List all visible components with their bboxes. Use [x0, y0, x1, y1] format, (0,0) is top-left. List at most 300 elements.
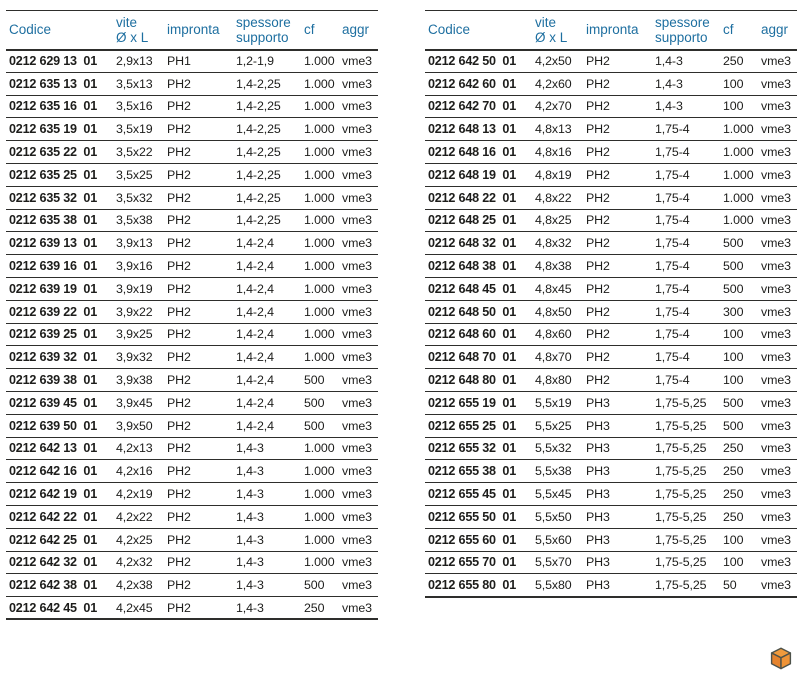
cell-aggr: vme3 [342, 483, 378, 506]
table-row [6, 255, 378, 278]
table-row [6, 141, 378, 164]
cell-cf: 500 [723, 255, 761, 278]
cell-impronta: PH2 [586, 232, 655, 255]
cell-codice: 0212 655 50 01 [425, 505, 535, 528]
cell-aggr: vme3 [761, 528, 797, 551]
cell-spessore: 1,4-3 [236, 505, 304, 528]
catalog-table [6, 10, 378, 620]
cell-cf: 1.000 [304, 50, 342, 73]
cell-cf: 500 [304, 414, 342, 437]
cell-vite: 4,2x22 [116, 505, 167, 528]
col-header-line: cf [304, 22, 315, 38]
cell-cf: 100 [723, 346, 761, 369]
table-row [425, 391, 797, 414]
table-row [6, 95, 378, 118]
cell-aggr: vme3 [761, 72, 797, 95]
table-row [425, 163, 797, 186]
cell-impronta: PH2 [586, 369, 655, 392]
cell-impronta: PH3 [586, 505, 655, 528]
cell-codice: 0212 655 32 01 [425, 437, 535, 460]
cell-vite: 5,5x50 [535, 505, 586, 528]
cell-codice: 0212 639 32 01 [6, 346, 116, 369]
table-row [6, 574, 378, 597]
cell-cf: 1.000 [304, 551, 342, 574]
cell-spessore: 1,4-2,4 [236, 414, 304, 437]
cell-spessore: 1,4-2,4 [236, 300, 304, 323]
cell-spessore: 1,4-3 [655, 50, 723, 73]
cell-impronta: PH2 [167, 483, 236, 506]
cell-vite: 5,5x45 [535, 483, 586, 506]
cell-spessore: 1,75-5,25 [655, 483, 723, 506]
cell-impronta: PH1 [167, 50, 236, 73]
cell-spessore: 1,4-2,25 [236, 72, 304, 95]
cell-aggr: vme3 [342, 323, 378, 346]
cell-codice: 0212 635 32 01 [6, 186, 116, 209]
cell-impronta: PH2 [586, 277, 655, 300]
cell-codice: 0212 642 25 01 [6, 528, 116, 551]
cell-spessore: 1,75-4 [655, 300, 723, 323]
cell-cf: 250 [723, 437, 761, 460]
table-row [425, 323, 797, 346]
cell-codice: 0212 655 45 01 [425, 483, 535, 506]
col-header-line: spessore [236, 14, 291, 30]
cell-aggr: vme3 [342, 597, 378, 620]
col-header-line: Ø x L [535, 29, 568, 45]
table-row [6, 323, 378, 346]
cell-codice: 0212 642 16 01 [6, 460, 116, 483]
cell-spessore: 1,4-3 [236, 483, 304, 506]
cell-vite: 5,5x80 [535, 574, 586, 597]
cell-spessore: 1,75-5,25 [655, 437, 723, 460]
cell-aggr: vme3 [342, 460, 378, 483]
cell-aggr: vme3 [761, 255, 797, 278]
cell-vite: 4,2x19 [116, 483, 167, 506]
table-row [6, 391, 378, 414]
table-row [425, 551, 797, 574]
cell-spessore: 1,4-3 [236, 574, 304, 597]
cell-codice: 0212 648 19 01 [425, 163, 535, 186]
cell-aggr: vme3 [342, 72, 378, 95]
cell-vite: 5,5x19 [535, 391, 586, 414]
cell-spessore: 1,4-2,25 [236, 163, 304, 186]
cell-vite: 5,5x38 [535, 460, 586, 483]
table-row [6, 346, 378, 369]
cell-spessore: 1,4-3 [236, 551, 304, 574]
col-header-line: spessore [655, 14, 710, 30]
cell-impronta: PH3 [586, 414, 655, 437]
cell-spessore: 1,4-2,4 [236, 346, 304, 369]
cell-aggr: vme3 [761, 551, 797, 574]
cell-vite: 3,5x32 [116, 186, 167, 209]
table-row [425, 118, 797, 141]
cell-impronta: PH2 [167, 163, 236, 186]
cell-spessore: 1,75-4 [655, 255, 723, 278]
cell-spessore: 1,75-5,25 [655, 460, 723, 483]
cell-impronta: PH3 [586, 437, 655, 460]
col-header-line: Ø x L [116, 29, 149, 45]
cell-vite: 4,2x25 [116, 528, 167, 551]
cell-codice: 0212 648 38 01 [425, 255, 535, 278]
cell-codice: 0212 642 19 01 [6, 483, 116, 506]
cell-vite: 3,9x25 [116, 323, 167, 346]
cell-codice: 0212 655 80 01 [425, 574, 535, 597]
table-row [6, 505, 378, 528]
table-row [6, 369, 378, 392]
col-header-line: Codice [9, 22, 52, 38]
cell-impronta: PH2 [167, 391, 236, 414]
cell-impronta: PH3 [586, 391, 655, 414]
cell-codice: 0212 648 60 01 [425, 323, 535, 346]
cell-cf: 100 [723, 551, 761, 574]
cell-cf: 250 [723, 505, 761, 528]
package-cube-icon [770, 647, 792, 670]
cell-cf: 1.000 [304, 163, 342, 186]
cell-vite: 4,8x25 [535, 209, 586, 232]
header-row [6, 11, 378, 50]
cell-cf: 1.000 [723, 118, 761, 141]
cell-aggr: vme3 [761, 323, 797, 346]
cell-vite: 3,5x22 [116, 141, 167, 164]
cell-spessore: 1,75-4 [655, 346, 723, 369]
cell-impronta: PH2 [586, 300, 655, 323]
cell-cf: 250 [304, 597, 342, 620]
cell-codice: 0212 642 38 01 [6, 574, 116, 597]
cell-impronta: PH2 [167, 95, 236, 118]
cell-cf: 1.000 [304, 232, 342, 255]
table-row [6, 414, 378, 437]
table-row [425, 505, 797, 528]
cell-cf: 1.000 [304, 72, 342, 95]
col-header-line: vite [116, 14, 138, 30]
cell-vite: 4,8x45 [535, 277, 586, 300]
cell-cf: 1.000 [304, 141, 342, 164]
cell-vite: 4,8x70 [535, 346, 586, 369]
cell-codice: 0212 635 22 01 [6, 141, 116, 164]
table-row [425, 574, 797, 597]
cell-spessore: 1,75-5,25 [655, 391, 723, 414]
cell-aggr: vme3 [761, 141, 797, 164]
cell-impronta: PH2 [167, 505, 236, 528]
cell-cf: 1.000 [304, 346, 342, 369]
table-row [425, 346, 797, 369]
cell-vite: 4,8x19 [535, 163, 586, 186]
col-header-line: supporto [236, 29, 289, 45]
table-row [6, 277, 378, 300]
header-row [425, 11, 797, 50]
col-header-spessore [655, 11, 723, 50]
cell-spessore: 1,75-4 [655, 323, 723, 346]
cell-vite: 4,8x32 [535, 232, 586, 255]
cell-aggr: vme3 [342, 300, 378, 323]
table-row [6, 118, 378, 141]
cell-impronta: PH2 [586, 209, 655, 232]
col-header-line: supporto [655, 29, 708, 45]
cell-cf: 500 [723, 232, 761, 255]
cell-cf: 1.000 [723, 186, 761, 209]
cell-vite: 4,2x38 [116, 574, 167, 597]
cell-aggr: vme3 [761, 232, 797, 255]
cell-codice: 0212 635 19 01 [6, 118, 116, 141]
table-row [425, 483, 797, 506]
cell-vite: 4,2x60 [535, 72, 586, 95]
col-header-codice [6, 11, 116, 50]
table-row [425, 186, 797, 209]
table-row [425, 369, 797, 392]
cell-impronta: PH2 [167, 460, 236, 483]
cell-vite: 4,8x50 [535, 300, 586, 323]
cell-vite: 4,2x45 [116, 597, 167, 620]
cell-codice: 0212 642 45 01 [6, 597, 116, 620]
cell-cf: 1.000 [304, 437, 342, 460]
cell-spessore: 1,4-2,25 [236, 118, 304, 141]
cell-codice: 0212 648 32 01 [425, 232, 535, 255]
cell-codice: 0212 642 60 01 [425, 72, 535, 95]
col-header-line: vite [535, 14, 557, 30]
cell-spessore: 1,75-4 [655, 186, 723, 209]
cell-vite: 4,8x13 [535, 118, 586, 141]
cell-aggr: vme3 [761, 505, 797, 528]
table-row [425, 141, 797, 164]
table-row [6, 232, 378, 255]
table-row [6, 437, 378, 460]
col-header-line: aggr [342, 22, 370, 38]
cell-aggr: vme3 [342, 50, 378, 73]
col-header-line: Codice [428, 22, 471, 38]
cell-aggr: vme3 [761, 483, 797, 506]
cell-codice: 0212 655 25 01 [425, 414, 535, 437]
table-row [6, 300, 378, 323]
cell-aggr: vme3 [342, 186, 378, 209]
cell-codice: 0212 629 13 01 [6, 50, 116, 73]
cell-codice: 0212 655 19 01 [425, 391, 535, 414]
cell-vite: 5,5x70 [535, 551, 586, 574]
cell-impronta: PH2 [167, 72, 236, 95]
cell-aggr: vme3 [342, 277, 378, 300]
cell-impronta: PH2 [586, 346, 655, 369]
cell-codice: 0212 639 19 01 [6, 277, 116, 300]
cell-vite: 4,8x38 [535, 255, 586, 278]
cell-spessore: 1,75-4 [655, 277, 723, 300]
cell-impronta: PH2 [586, 323, 655, 346]
cell-aggr: vme3 [342, 118, 378, 141]
cell-cf: 1.000 [304, 505, 342, 528]
cell-spessore: 1,4-2,25 [236, 95, 304, 118]
cell-vite: 2,9x13 [116, 50, 167, 73]
cell-cf: 1.000 [723, 209, 761, 232]
cell-codice: 0212 642 50 01 [425, 50, 535, 73]
cell-aggr: vme3 [342, 551, 378, 574]
cell-impronta: PH3 [586, 528, 655, 551]
cell-vite: 4,8x16 [535, 141, 586, 164]
cell-impronta: PH2 [167, 186, 236, 209]
cell-vite: 3,5x19 [116, 118, 167, 141]
cell-vite: 5,5x32 [535, 437, 586, 460]
col-header-spessore [236, 11, 304, 50]
cell-cf: 1.000 [304, 209, 342, 232]
cell-codice: 0212 648 50 01 [425, 300, 535, 323]
cell-cf: 100 [723, 323, 761, 346]
cell-vite: 3,5x13 [116, 72, 167, 95]
cell-vite: 4,2x16 [116, 460, 167, 483]
cell-aggr: vme3 [761, 186, 797, 209]
cell-cf: 300 [723, 300, 761, 323]
cell-codice: 0212 642 70 01 [425, 95, 535, 118]
cell-codice: 0212 655 38 01 [425, 460, 535, 483]
cell-impronta: PH2 [586, 141, 655, 164]
cell-impronta: PH2 [167, 209, 236, 232]
cell-cf: 250 [723, 460, 761, 483]
cell-aggr: vme3 [342, 163, 378, 186]
col-header-vite [535, 11, 586, 50]
cell-cf: 50 [723, 574, 761, 597]
cell-codice: 0212 642 13 01 [6, 437, 116, 460]
cell-spessore: 1,4-3 [236, 437, 304, 460]
cell-vite: 4,8x60 [535, 323, 586, 346]
cell-impronta: PH2 [586, 50, 655, 73]
cell-spessore: 1,75-4 [655, 163, 723, 186]
cell-cf: 1.000 [304, 528, 342, 551]
table-row [425, 255, 797, 278]
table-row [6, 528, 378, 551]
cell-cf: 1.000 [304, 118, 342, 141]
cell-codice: 0212 635 13 01 [6, 72, 116, 95]
cell-vite: 3,9x38 [116, 369, 167, 392]
cell-aggr: vme3 [342, 209, 378, 232]
cell-cf: 250 [723, 50, 761, 73]
cell-codice: 0212 648 70 01 [425, 346, 535, 369]
cell-cf: 500 [723, 414, 761, 437]
col-header-vite [116, 11, 167, 50]
cell-aggr: vme3 [342, 505, 378, 528]
cell-aggr: vme3 [342, 437, 378, 460]
cell-aggr: vme3 [761, 391, 797, 414]
cell-impronta: PH2 [586, 118, 655, 141]
cell-spessore: 1,75-4 [655, 141, 723, 164]
cell-vite: 3,9x50 [116, 414, 167, 437]
cell-aggr: vme3 [761, 300, 797, 323]
cell-impronta: PH2 [167, 255, 236, 278]
cell-cf: 1.000 [723, 163, 761, 186]
table-row [425, 300, 797, 323]
cell-vite: 4,2x50 [535, 50, 586, 73]
cell-vite: 5,5x25 [535, 414, 586, 437]
cell-codice: 0212 648 22 01 [425, 186, 535, 209]
col-header-line: aggr [761, 22, 789, 38]
table-row [425, 437, 797, 460]
cell-vite: 3,5x16 [116, 95, 167, 118]
cell-codice: 0212 655 60 01 [425, 528, 535, 551]
cell-spessore: 1,4-2,4 [236, 255, 304, 278]
cell-cf: 1.000 [304, 95, 342, 118]
cell-aggr: vme3 [761, 369, 797, 392]
table-row [425, 414, 797, 437]
cell-cf: 1.000 [304, 483, 342, 506]
cell-aggr: vme3 [342, 414, 378, 437]
cell-impronta: PH2 [167, 369, 236, 392]
cell-codice: 0212 642 22 01 [6, 505, 116, 528]
col-header-cf [723, 11, 761, 50]
cell-spessore: 1,75-5,25 [655, 551, 723, 574]
cell-spessore: 1,75-5,25 [655, 414, 723, 437]
cell-impronta: PH3 [586, 551, 655, 574]
cell-cf: 1.000 [723, 141, 761, 164]
cell-impronta: PH2 [167, 437, 236, 460]
cell-aggr: vme3 [761, 277, 797, 300]
cell-impronta: PH2 [586, 255, 655, 278]
cell-spessore: 1,75-5,25 [655, 505, 723, 528]
cell-spessore: 1,4-3 [655, 72, 723, 95]
cell-cf: 100 [723, 72, 761, 95]
cell-vite: 3,9x45 [116, 391, 167, 414]
table-row [6, 50, 378, 73]
cell-cf: 1.000 [304, 323, 342, 346]
cell-vite: 4,2x70 [535, 95, 586, 118]
cell-spessore: 1,75-5,25 [655, 528, 723, 551]
cell-aggr: vme3 [342, 391, 378, 414]
col-header-impronta [586, 11, 655, 50]
table-row [425, 209, 797, 232]
table-row [6, 597, 378, 620]
cell-impronta: PH2 [167, 118, 236, 141]
cell-spessore: 1,2-1,9 [236, 50, 304, 73]
cell-vite: 3,9x32 [116, 346, 167, 369]
cell-aggr: vme3 [342, 346, 378, 369]
cell-codice: 0212 648 80 01 [425, 369, 535, 392]
table-row [425, 72, 797, 95]
table-row [6, 163, 378, 186]
cell-codice: 0212 635 16 01 [6, 95, 116, 118]
col-header-aggr [342, 11, 378, 50]
table-row [6, 460, 378, 483]
cell-vite: 4,2x32 [116, 551, 167, 574]
cell-spessore: 1,75-4 [655, 118, 723, 141]
cell-codice: 0212 655 70 01 [425, 551, 535, 574]
cell-vite: 3,9x13 [116, 232, 167, 255]
cell-aggr: vme3 [761, 460, 797, 483]
cell-impronta: PH3 [586, 460, 655, 483]
cell-impronta: PH3 [586, 574, 655, 597]
cell-spessore: 1,4-2,4 [236, 323, 304, 346]
col-header-aggr [761, 11, 797, 50]
cell-vite: 3,5x38 [116, 209, 167, 232]
cell-cf: 250 [723, 483, 761, 506]
cell-codice: 0212 639 16 01 [6, 255, 116, 278]
cell-aggr: vme3 [761, 209, 797, 232]
cell-codice: 0212 648 45 01 [425, 277, 535, 300]
cell-codice: 0212 639 50 01 [6, 414, 116, 437]
cell-impronta: PH2 [167, 300, 236, 323]
table-row [425, 460, 797, 483]
cell-spessore: 1,4-2,4 [236, 391, 304, 414]
cell-spessore: 1,4-2,25 [236, 186, 304, 209]
cell-cf: 100 [723, 528, 761, 551]
col-header-line: impronta [167, 22, 220, 38]
cell-aggr: vme3 [761, 574, 797, 597]
cell-codice: 0212 639 22 01 [6, 300, 116, 323]
table-row [425, 528, 797, 551]
cell-aggr: vme3 [761, 346, 797, 369]
cell-spessore: 1,4-2,4 [236, 232, 304, 255]
cell-vite: 4,8x80 [535, 369, 586, 392]
table-row [425, 95, 797, 118]
cell-spessore: 1,75-4 [655, 369, 723, 392]
cell-spessore: 1,75-4 [655, 209, 723, 232]
table-row [6, 186, 378, 209]
cell-vite: 4,2x13 [116, 437, 167, 460]
cell-aggr: vme3 [761, 95, 797, 118]
cell-aggr: vme3 [342, 141, 378, 164]
cell-cf: 100 [723, 95, 761, 118]
